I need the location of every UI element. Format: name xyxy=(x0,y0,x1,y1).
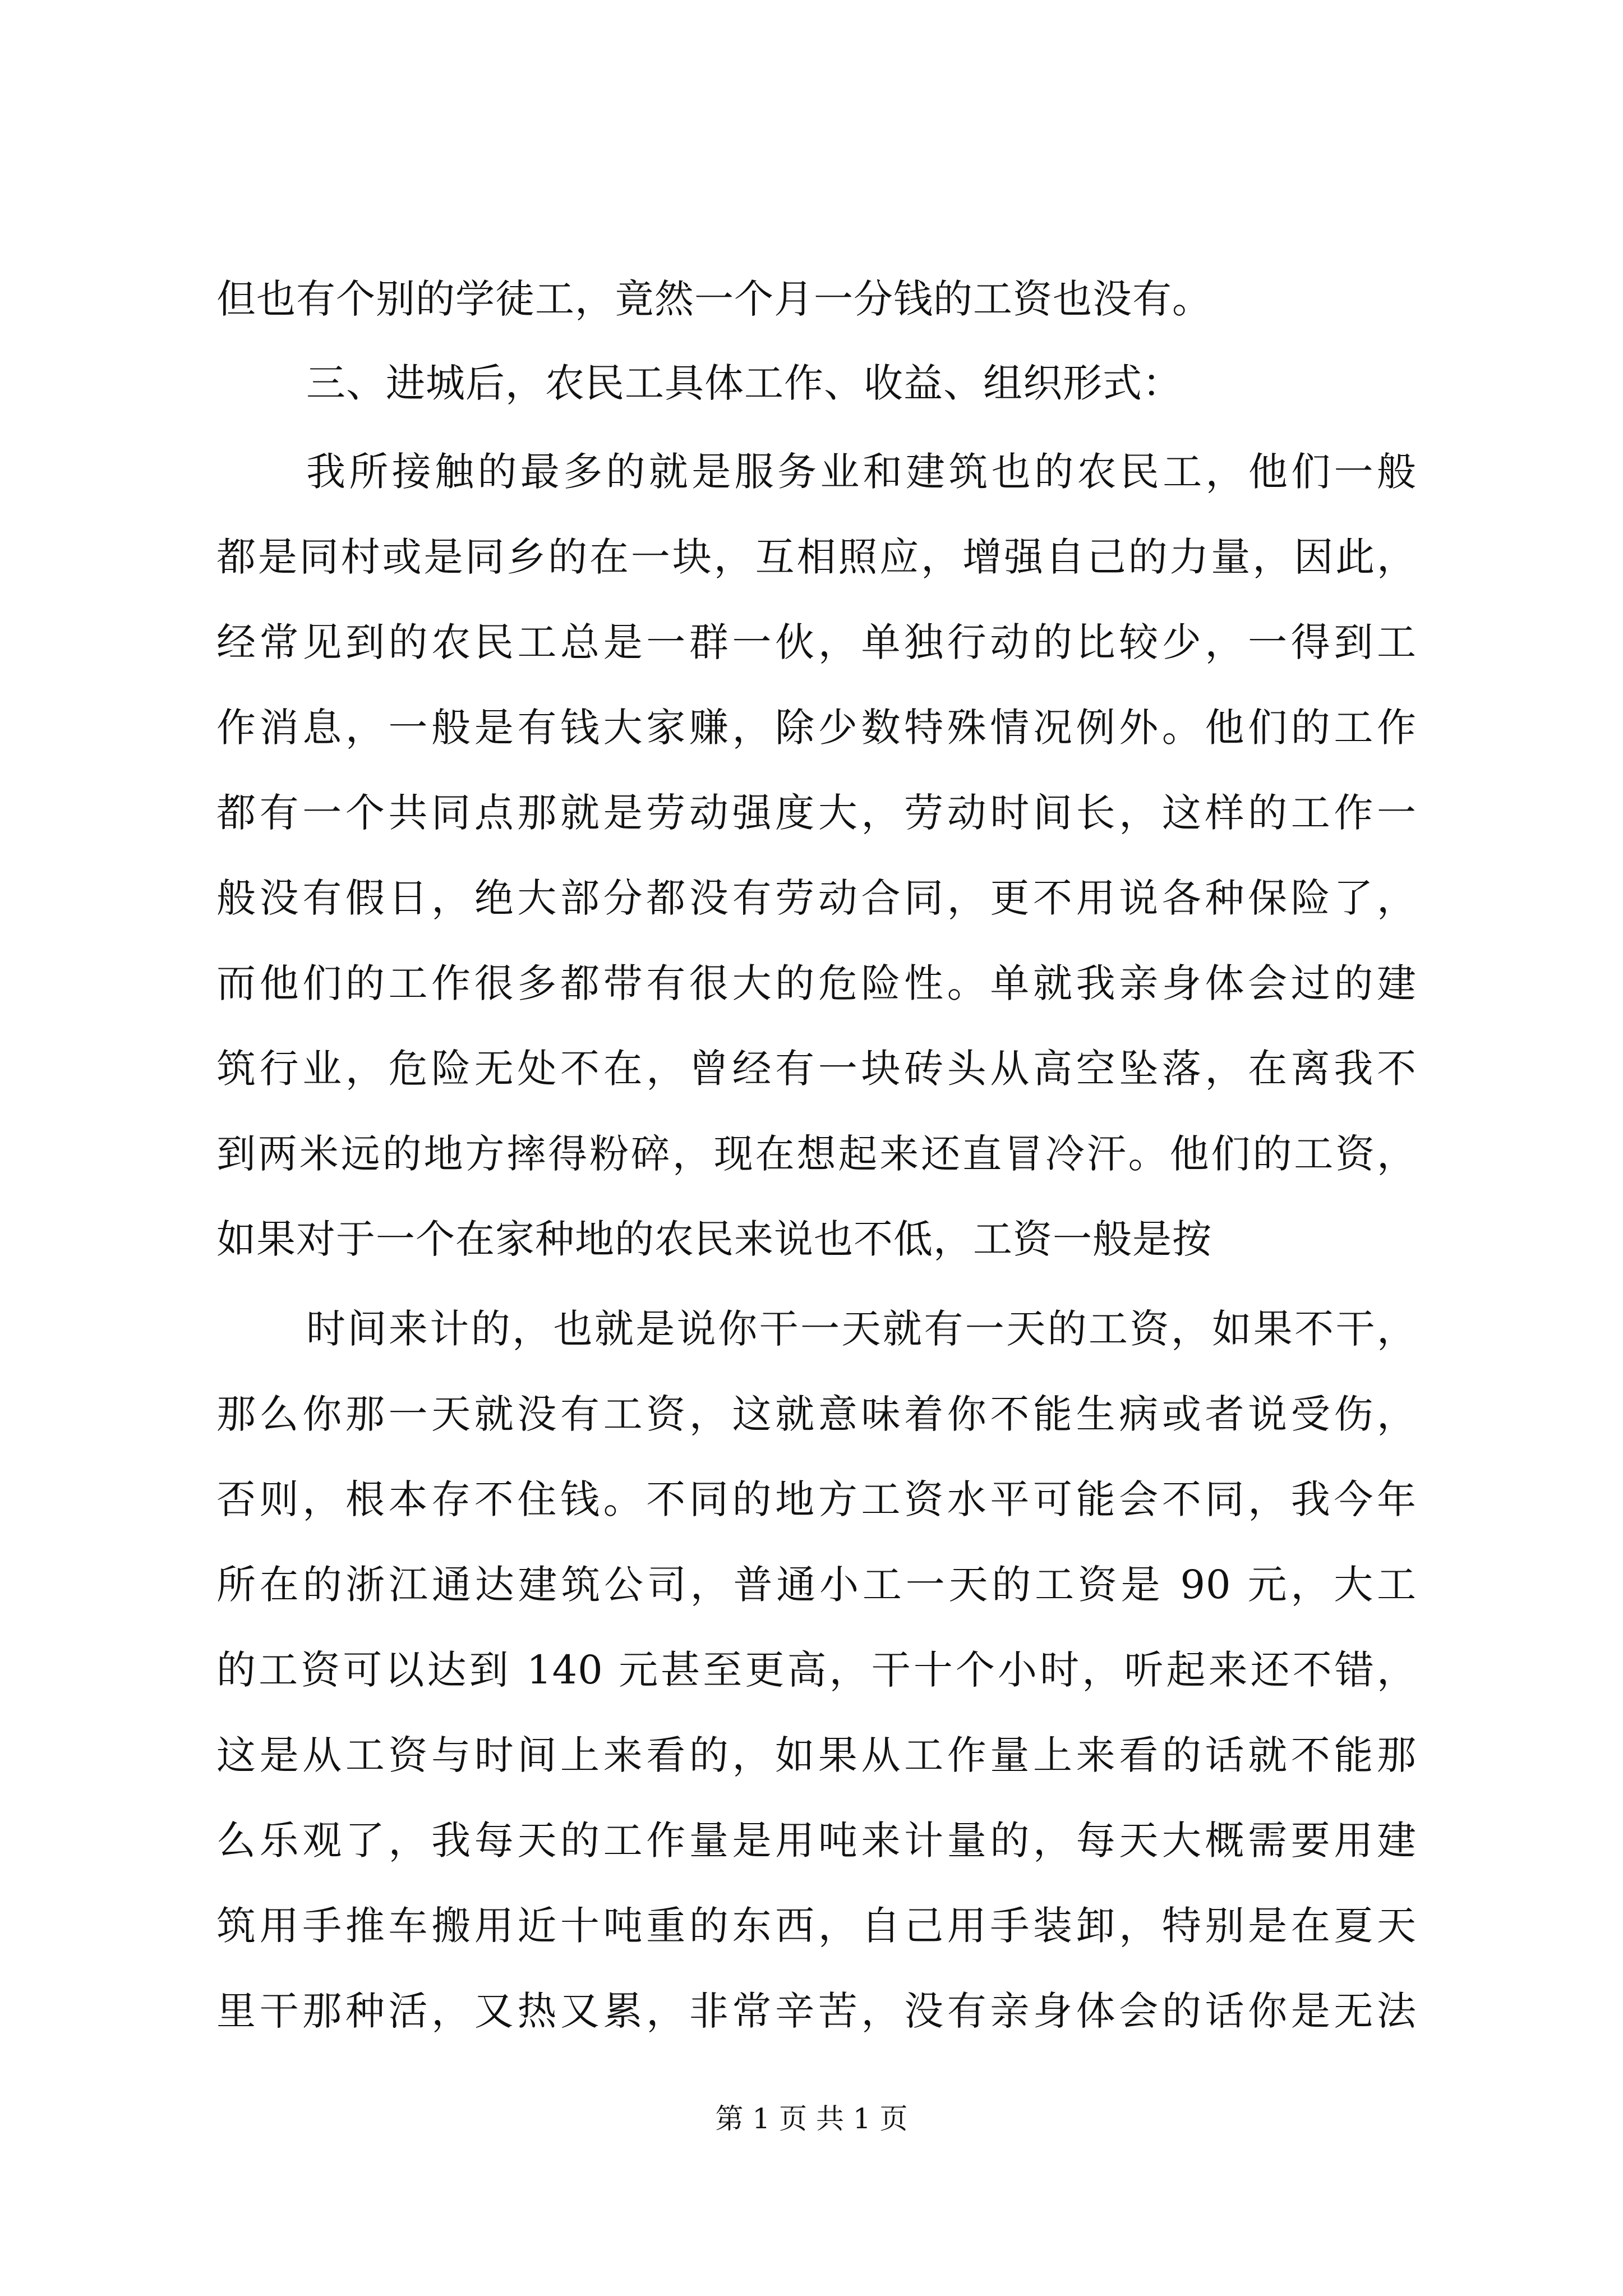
text-line-7: 都有一个共同点那就是劳动强度大，劳动时间长，这样的工作一 xyxy=(216,790,1417,836)
text-line-4: 都是同村或是同乡的在一块，互相照应，增强自己的力量，因此， xyxy=(216,534,1417,580)
text-line-13: 时间来计的，也就是说你干一天就有一天的工资，如果不干， xyxy=(306,1306,1417,1352)
text-line-14: 那么你那一天就没有工资，这就意味着你不能生病或者说受伤， xyxy=(216,1391,1417,1437)
text-line-8: 般没有假日，绝大部分都没有劳动合同，更不用说各种保险了， xyxy=(216,875,1417,921)
page-footer: 第 1 页 共 1 页 xyxy=(715,2102,908,2135)
text-line-17: 的工资可以达到 140 元甚至更高，干十个小时，听起来还不错， xyxy=(216,1647,1417,1693)
text-line-10: 筑行业，危险无处不在，曾经有一块砖头从高空坠落，在离我不 xyxy=(216,1046,1417,1092)
text-line-16: 所在的浙江通达建筑公司，普通小工一天的工资是 90 元，大工 xyxy=(216,1562,1417,1608)
text-line-9: 而他们的工作很多都带有很大的危险性。单就我亲身体会过的建 xyxy=(216,960,1417,1006)
text-line-1: 但也有个别的学徒工，竟然一个月一分钱的工资也没有。 xyxy=(216,276,1212,322)
text-line-19: 么乐观了，我每天的工作量是用吨来计量的，每天大概需要用建 xyxy=(216,1818,1417,1864)
text-line-15: 否则，根本存不住钱。不同的地方工资水平可能会不同，我今年 xyxy=(216,1476,1417,1522)
text-line-20: 筑用手推车搬用近十吨重的东西，自己用手装卸，特别是在夏天 xyxy=(216,1903,1417,1949)
text-line-5: 经常见到的农民工总是一群一伙，单独行动的比较少，一得到工 xyxy=(216,619,1417,665)
text-line-6: 作消息，一般是有钱大家赚，除少数特殊情况例外。他们的工作 xyxy=(216,705,1417,751)
text-line-12: 如果对于一个在家种地的农民来说也不低，工资一般是按 xyxy=(216,1216,1212,1262)
text-line-3: 我所接触的最多的就是服务业和建筑也的农民工，他们一般 xyxy=(306,449,1417,495)
text-line-11: 到两米远的地方摔得粉碎，现在想起来还直冒冷汗。他们的工资， xyxy=(216,1131,1417,1177)
text-line-18: 这是从工资与时间上来看的，如果从工作量上来看的话就不能那 xyxy=(216,1732,1417,1778)
section-heading: 三、进城后，农民工具体工作、收益、组织形式： xyxy=(306,360,1182,406)
text-line-21: 里干那种活，又热又累，非常辛苦，没有亲身体会的话你是无法 xyxy=(216,1988,1417,2034)
